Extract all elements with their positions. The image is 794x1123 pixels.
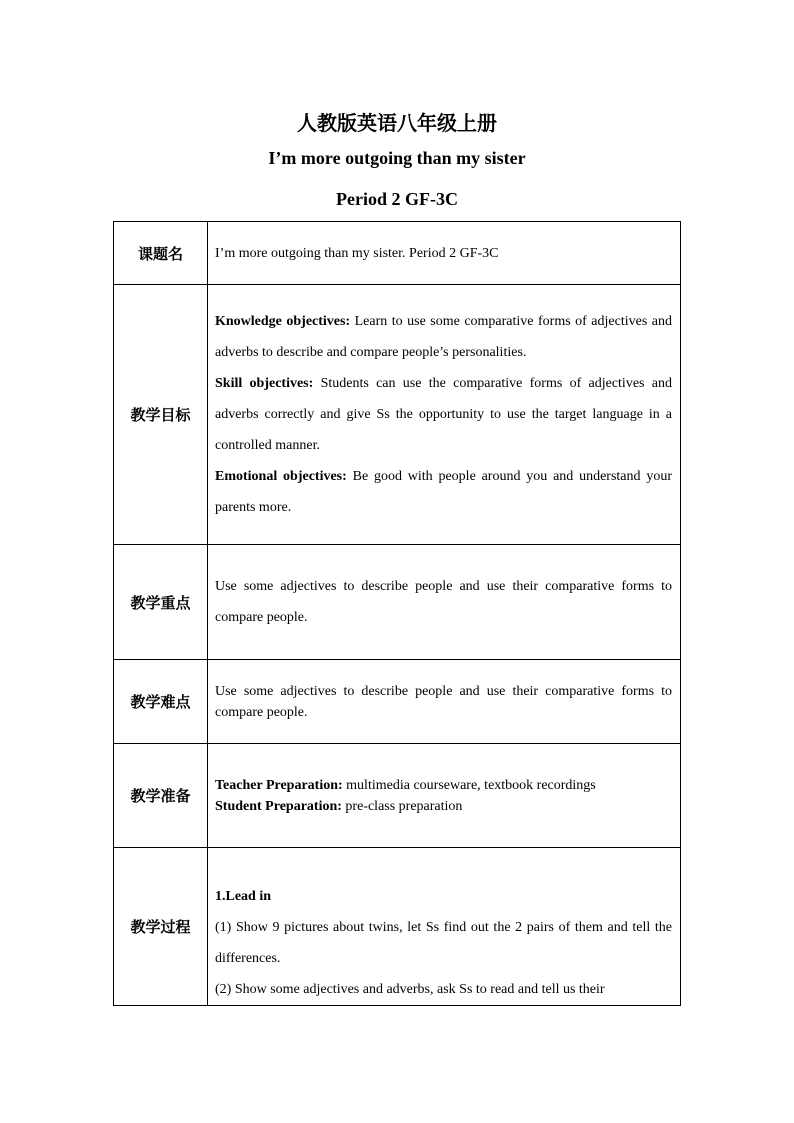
difficulties-label: 教学难点 — [114, 660, 208, 744]
objectives-row — [114, 285, 681, 545]
topic-text: I’m more outgoing than my sister. Period 2 GF-3C — [215, 245, 499, 261]
key-points-content — [208, 545, 681, 660]
teacher-preparation-text: multimedia courseware, textbook recordings — [342, 777, 596, 793]
topic-label: 课题名 — [114, 222, 208, 285]
emotional-objectives — [215, 461, 672, 523]
skill-objectives — [215, 368, 672, 461]
difficulties-row — [114, 660, 681, 744]
objectives-label: 教学目标 — [114, 285, 208, 545]
document-title: 人教版英语八年级上册 — [297, 111, 497, 135]
knowledge-objectives-label: Knowledge objectives: — [215, 314, 351, 329]
emotional-objectives-text: Be good with people around you and understand your parents more. — [215, 469, 672, 515]
student-preparation-text: pre-class preparation — [341, 798, 463, 814]
difficulties-content — [208, 660, 681, 744]
teacher-preparation-label: Teacher Preparation: — [215, 777, 343, 793]
process-step-2: (2) Show some adjectives and adverbs, ask Ss to read and tell us their — [215, 982, 605, 997]
lesson-subtitle: I’m more outgoing than my sister — [268, 148, 526, 168]
teacher-preparation — [215, 775, 672, 796]
key-points-text: Use some adjectives to describe people and use their comparative forms to compare people. — [215, 579, 672, 625]
topic-row — [114, 222, 681, 285]
preparation-content — [208, 744, 681, 848]
key-points-label: 教学重点 — [114, 545, 208, 660]
emotional-objectives-label: Emotional objectives: — [215, 469, 347, 484]
student-preparation-label: Student Preparation: — [215, 798, 342, 814]
lesson-plan-table — [113, 221, 681, 1006]
objectives-content — [208, 285, 681, 545]
skill-objectives-text: Students can use the comparative forms of adjectives and adverbs correctly and give Ss the opportunity to use the target language in a controlled manner. — [215, 376, 672, 453]
difficulties-text: Use some adjectives to describe people and use their comparative forms to compare people. — [215, 683, 672, 720]
student-preparation — [215, 796, 672, 817]
preparation-label: 教学准备 — [114, 744, 208, 848]
process-label: 教学过程 — [114, 848, 208, 1006]
process-heading — [215, 881, 672, 912]
skill-objectives-label: Skill objectives: — [215, 376, 314, 391]
process-content — [208, 848, 681, 1006]
process-row — [114, 848, 681, 1006]
process-heading-text: 1.Lead in — [215, 889, 272, 904]
lesson-period: Period 2 GF-3C — [336, 189, 458, 209]
preparation-row — [114, 744, 681, 848]
process-step-1: (1) Show 9 pictures about twins, let Ss find out the 2 pairs of them and tell the differences. — [215, 920, 672, 966]
knowledge-objectives — [215, 306, 672, 368]
topic-content — [208, 222, 681, 285]
key-points-row — [114, 545, 681, 660]
knowledge-objectives-text: Learn to use some comparative forms of adjectives and adverbs to describe and compare people’s personalities. — [215, 314, 672, 360]
